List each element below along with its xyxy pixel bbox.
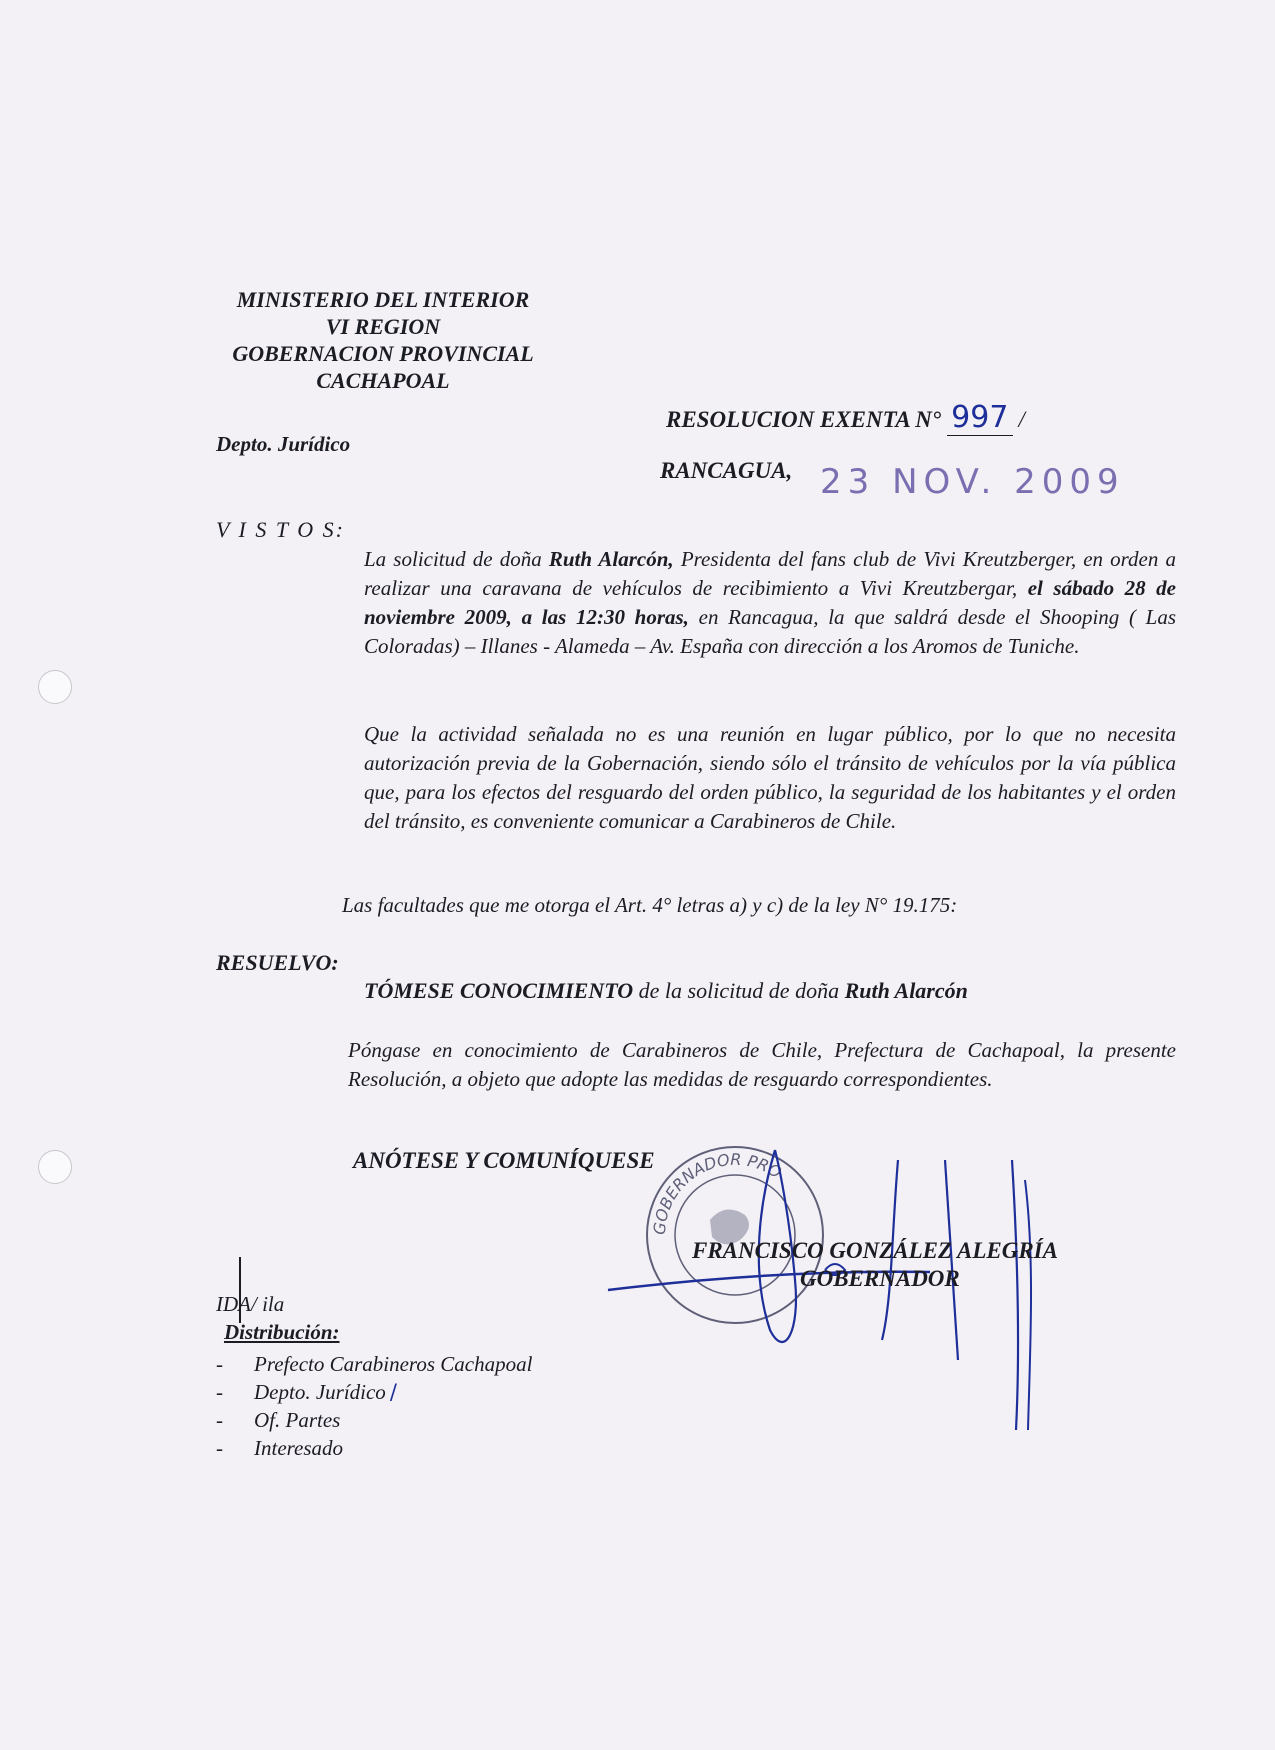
distribution-item: - Prefecto Carabineros Cachapoal (216, 1352, 533, 1376)
vistos-paragraph-2: Que la actividad señalada no es una reunión en lugar público, por lo que no necesita autorización previa de la Gobernación, siendo sólo el tránsito de vehículos por la vía pública que, para los efectos del resguardo del orden público, la seguridad de los habitantes y el orden del tránsito, es conveniente comunicar a Carabineros de Chile. (364, 722, 1176, 833)
tomese-conocimiento: TÓMESE CONOCIMIENTO (364, 978, 634, 1003)
vistos-p1-end: en Rancagua, la que saldrá desde el Shooping ( Las Coloradas) – Illanes - Alameda – Av. España con dirección a los Aromos de Tuniche. (364, 605, 1176, 658)
signer-name: FRANCISCO GONZÁLEZ ALEGRÍA (692, 1238, 1058, 1263)
resuelvo-p1-middle: de la solicitud de doña (633, 978, 845, 1003)
initials: IDA/ ila (216, 1292, 285, 1316)
signer-title: GOBERNADOR (800, 1266, 960, 1291)
distribution-item-label: Of. Partes (254, 1408, 341, 1432)
resolution-slash: / (1018, 407, 1025, 432)
resuelvo-applicant-name: Ruth Alarcón (844, 978, 968, 1003)
resuelvo-paragraph-1 (364, 978, 968, 1004)
initials-pen-mark (230, 1255, 250, 1325)
distribution-item-label: Interesado (254, 1436, 344, 1460)
closing-formula: ANÓTESE Y COMUNÍQUESE (353, 1148, 655, 1173)
vistos-p1-start: La solicitud de doña (364, 547, 549, 571)
header-ministry: MINISTERIO DEL INTERIOR (236, 287, 530, 312)
distribution-item-label: Prefecto Carabineros Cachapoal (254, 1352, 533, 1376)
distribution-item: - Interesado (216, 1436, 344, 1460)
distribution-list (216, 1350, 532, 1462)
signature-stroke-4 (1012, 1160, 1018, 1430)
header-region: VI REGION (325, 314, 441, 339)
vistos-heading: V I S T O S: (216, 517, 345, 542)
punch-hole-top (38, 670, 72, 704)
header-gobernacion: GOBERNACION PROVINCIAL (232, 341, 534, 366)
resolution-number: 997 (947, 400, 1013, 436)
vistos-paragraph-1 (364, 545, 1176, 661)
date-stamp: 23 NOV. 2009 (820, 462, 1125, 502)
resuelvo-paragraph-2: Póngase en conocimiento de Carabineros de Chile, Prefectura de Cachapoal, la presente Resolución, a objeto que adopte las medidas de resguardo correspondientes. (348, 1038, 1176, 1091)
distribution-item: - Depto. Jurídico / (216, 1380, 397, 1404)
resuelvo-heading: RESUELVO: (216, 950, 339, 975)
signature-stroke-5 (1025, 1180, 1031, 1430)
applicant-name: Ruth Alarcón, (548, 547, 674, 571)
resolution-line (666, 400, 1025, 436)
event-date: el sábado 28 de noviembre 2009, a las 12:30 horas, (364, 576, 1176, 629)
header-province: CACHAPOAL (316, 368, 450, 393)
vistos-paragraph-3: Las facultades que me otorga el Art. 4° letras a) y c) de la ley N° 19.175: (342, 893, 958, 917)
punch-hole-bottom (38, 1150, 72, 1184)
distribution-item: - Of. Partes (216, 1408, 341, 1432)
distribution-heading: Distribución: (224, 1320, 340, 1344)
department-label: Depto. Jurídico (216, 432, 351, 456)
seal-text: GOBERNADOR PRO (649, 1149, 785, 1236)
place-label: RANCAGUA, (660, 458, 793, 483)
distribution-item-label: Depto. Jurídico (254, 1380, 386, 1404)
vistos-p1-middle: Presidenta del fans club de Vivi Kreutzberger, en orden a realizar una caravana de vehículos de recibimiento a Vivi Kreutzbergar, (364, 547, 1176, 600)
resolution-label: RESOLUCION EXENTA N° (666, 407, 942, 432)
